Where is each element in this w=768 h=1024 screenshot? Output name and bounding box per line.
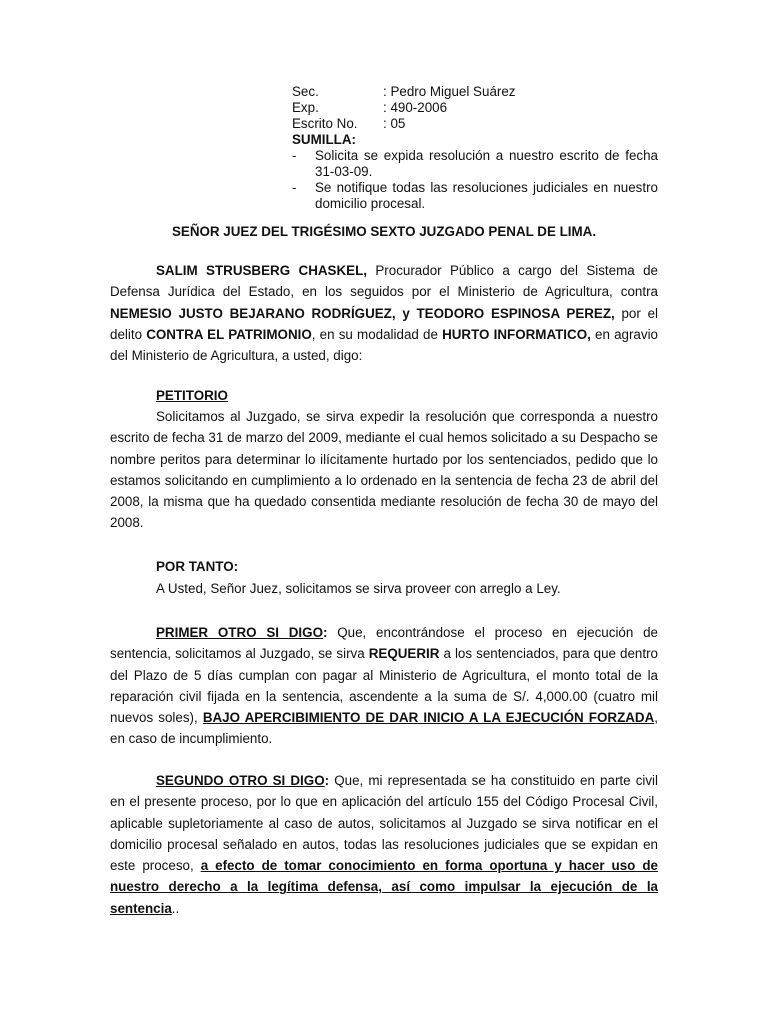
primer-otrosi-title: PRIMER OTRO SI DIGO bbox=[156, 625, 323, 640]
sumilla-title: SUMILLA: bbox=[292, 132, 356, 147]
modality: HURTO INFORMATICO, bbox=[442, 326, 591, 342]
primer-otrosi-text: a los sentenciados, para que dentro del Plazo de 5 días cumplan con pagar al Ministerio de Agricultura, el monto total de la reparación civil fijada en la sentencia, ascendente a la suma de S/. 4,000.00 (cuatro mil nuevos soles), bbox=[110, 646, 658, 726]
sec-label: Sec. bbox=[292, 84, 319, 99]
case-header bbox=[292, 84, 658, 212]
purpose-clause: a efecto de tomar conocimiento en forma oportuna y hacer uso de nuestro derecho a la legítima defensa, así como impulsar la ejecución de la sentencia bbox=[110, 858, 658, 916]
petitioner-name: SALIM STRUSBERG CHASKEL, bbox=[156, 263, 367, 278]
intro-text: por el delito bbox=[110, 305, 659, 342]
exp-value: : 490-2006 bbox=[383, 100, 448, 115]
intro-text: en agravio del Ministerio de Agricultura, a usted, digo: bbox=[110, 326, 658, 364]
crime: CONTRA EL PATRIMONIO bbox=[146, 326, 312, 342]
sumilla-item-text: Se notifique todas las resoluciones judiciales en nuestro domicilio procesal. bbox=[315, 180, 658, 211]
por-tanto-title: POR TANTO: bbox=[156, 559, 239, 574]
sec-value: : Pedro Miguel Suárez bbox=[383, 84, 516, 99]
sumilla-item bbox=[292, 148, 658, 180]
escrito-value: : 05 bbox=[383, 116, 406, 131]
requerir-term: REQUERIR bbox=[368, 646, 440, 662]
intro-text: Procurador Público a cargo del Sistema de Defensa Jurídica del Estado, en los seguidos por el Ministerio de Agricultura, contra bbox=[110, 263, 658, 300]
intro-paragraph bbox=[110, 260, 658, 366]
primer-otrosi-paragraph bbox=[110, 622, 658, 750]
sumilla-item-text: Solicita se expida resolución a nuestro escrito de fecha 31-03-09. bbox=[315, 148, 658, 179]
escrito-label: Escrito No. bbox=[292, 116, 358, 131]
dash: - bbox=[292, 180, 297, 195]
segundo-otrosi-paragraph bbox=[110, 770, 658, 919]
escrito-row bbox=[292, 116, 658, 132]
sumilla-item bbox=[292, 180, 658, 212]
sec-row bbox=[292, 84, 658, 100]
exp-row bbox=[292, 100, 658, 116]
defendants: NEMESIO JUSTO BEJARANO RODRÍGUEZ, y TEODORO ESPINOSA PEREZ, bbox=[110, 305, 615, 321]
petitorio-paragraph: Solicitamos al Juzgado, se sirva expedir la resolución que corresponda a nuestro escrito de fecha 31 de marzo del 2009, mediante el cual hemos solicitado a su Despacho se nombre peritos para determinar lo ilícitamente hurtado por los sentenciados, pedido que lo estamos solicitando en cumplimiento a lo ordenado en la sentencia de fecha 23 de abril del 2008, la misma que ha quedado consentida mediante resolución de fecha 30 de mayo del 2008. bbox=[110, 409, 658, 531]
segundo-otrosi-text: .. bbox=[171, 900, 180, 916]
segundo-otrosi-title: SEGUNDO OTRO SI DIGO bbox=[156, 773, 325, 788]
petitorio-title: PETITORIO bbox=[156, 388, 228, 403]
dash: - bbox=[292, 148, 297, 163]
exp-label: Exp. bbox=[292, 100, 319, 115]
colon: : bbox=[324, 773, 330, 788]
segundo-otrosi-text: Que, mi representada se ha constituido en parte civil en el presente proceso, por lo que en aplicación del artículo 155 del Código Procesal Civil, aplicable supletoriamente al caso de autos, solicitamos al Juzgado se sirva notificar en el domicilio procesal señalado en autos, todas las resoluciones judiciales que se expidan en este proceso, bbox=[110, 773, 659, 874]
warning-clause: BAJO APERCIBIMIENTO DE DAR INICIO A LA EJECUCIÓN FORZADA bbox=[202, 710, 655, 726]
por-tanto-paragraph: A Usted, Señor Juez, solicitamos se sirva proveer con arreglo a Ley. bbox=[156, 581, 561, 596]
addressee: SEÑOR JUEZ DEL TRIGÉSIMO SEXTO JUZGADO PENAL DE LIMA. bbox=[171, 224, 597, 239]
primer-otrosi-text: , en caso de incumplimiento. bbox=[110, 710, 658, 747]
colon: : bbox=[322, 625, 328, 640]
intro-text: , en su modalidad de bbox=[311, 326, 443, 342]
primer-otrosi-text: Que, encontrándose el proceso en ejecución de sentencia, solicitamos al Juzgado, se sirva bbox=[110, 625, 658, 662]
